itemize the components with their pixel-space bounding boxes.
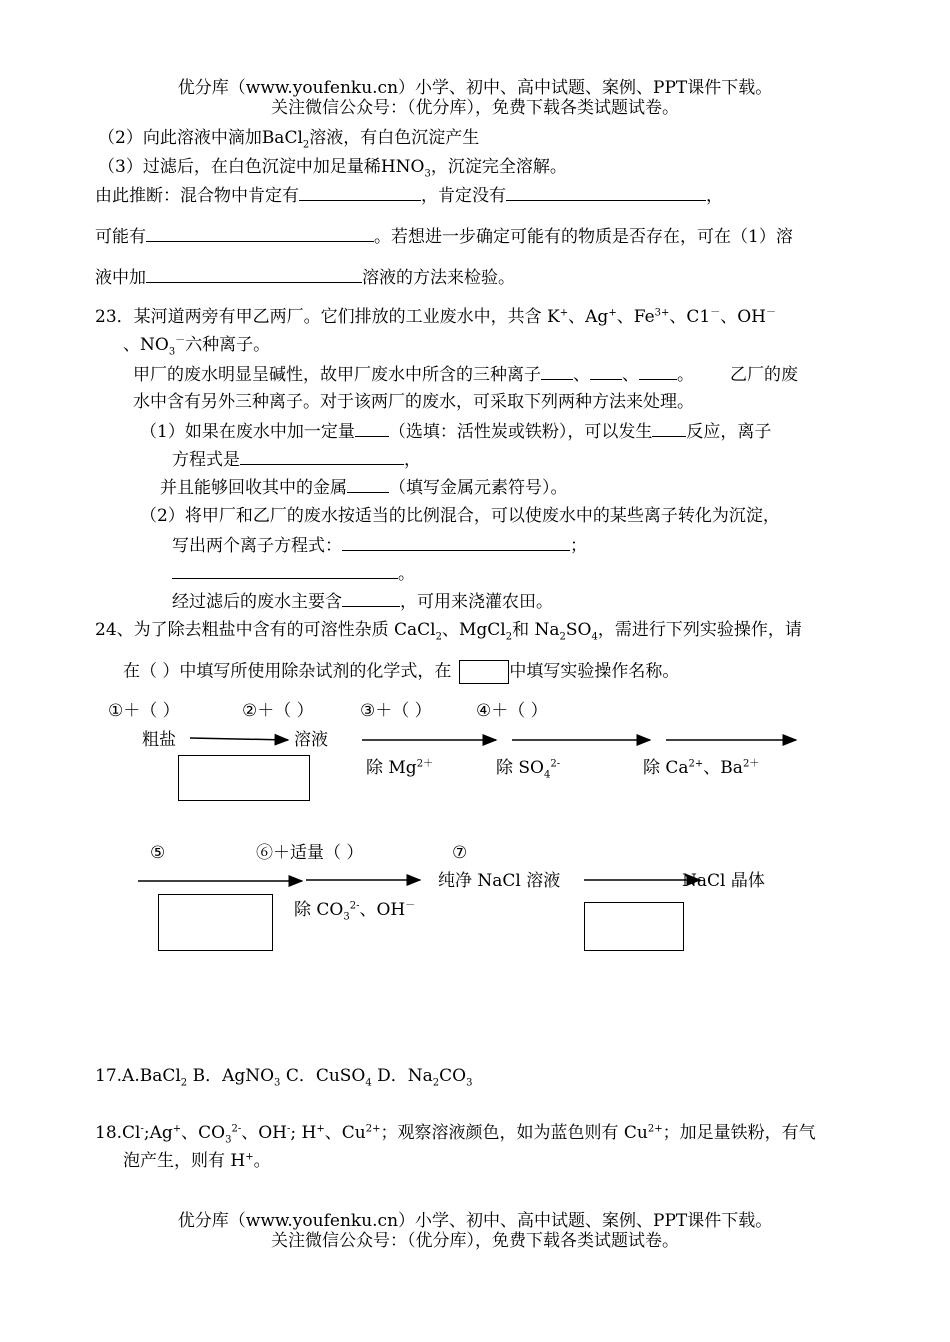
q22-inference: 由此推断：混合物中肯定有 ，肯定没有 ，: [95, 186, 723, 206]
remove-ca-ba-label: 除 $Ca^{2+}$、$Ba^{2+}$: [643, 758, 760, 778]
footer-line-2: 关注微信公众号：（优分库），免费下载各类试题试卷。: [271, 1231, 679, 1251]
answer-18-line-2: 泡产生，则有 H+。: [123, 1151, 271, 1171]
step-2-label: ②＋（ ）: [242, 701, 314, 721]
q23-line-4: 水中含有另外三种离子。对于该两厂的废水，可采取下列两种方法来处理。: [133, 392, 694, 412]
q23-line-3: 甲厂的废水明显呈碱性，故甲厂废水中所含的三种离子 、 、 。 乙厂的废: [133, 365, 798, 385]
q22-test-method: 液中加 溶液的方法来检验。: [95, 268, 515, 288]
step-5-label: ⑤: [150, 843, 166, 863]
q23-part2-equation-2: 。: [172, 562, 415, 585]
footer-line-1: 优分库（www.youfenku.cn）小学、初中、高中试题、案例、PPT课件下载。: [177, 1211, 773, 1231]
header-line-1: 优分库（www.youfenku.cn）小学、初中、高中试题、案例、PPT课件下载。: [177, 78, 773, 98]
remove-so4-label: 除 $SO_4^{2-}$: [496, 758, 561, 781]
pure-nacl-solution-label: 纯净 NaCl 溶液: [438, 871, 561, 891]
step-7-label: ⑦: [452, 843, 468, 863]
q22-step2: （2）向此溶液中滴加BaCl$_2$溶液，有白色沉淀产生: [98, 128, 480, 151]
q23-part1-metal: 并且能够回收其中的金属 （填写金属元素符号）。: [160, 478, 568, 498]
remove-co3-oh-label: 除 $CO_3^{2-}$、OH－: [294, 900, 416, 923]
q24-line-1: 24、为了除去粗盐中含有的可溶性杂质 CaCl$_2$、MgCl$_2$和 $Na_2SO_4$，需进行下列实验操作，请: [95, 620, 802, 643]
q23-part2: （2）将甲厂和乙厂的废水按适当的比例混合，可以使废水中的某些离子转化为沉淀，: [140, 506, 780, 526]
q22-step3: （3）过滤后，在白色沉淀中加足量稀$HNO_3$，沉淀完全溶解。: [98, 157, 567, 180]
q24-line-2: 在（ ）中填写所使用除杂试剂的化学式，在 中填写实验操作名称。: [123, 660, 679, 684]
header-line-2: 关注微信公众号：（优分库），免费下载各类试题试卷。: [271, 98, 679, 118]
step-1-label: ①＋（ ）: [108, 701, 180, 721]
q23-part1: （1）如果在废水中加一定量 （选填：活性炭或铁粉），可以发生 反应，离子: [140, 422, 772, 442]
q23-line-1: 23．某河道两旁有甲乙两厂。它们排放的工业废水中，共含 K+、Ag+、$Fe^{3+}$、C1－、OH－: [95, 307, 776, 327]
step-3-label: ③＋（ ）: [360, 701, 432, 721]
remove-mg-label: 除 $Mg^{2+}$: [366, 758, 434, 778]
solution-label: 溶液: [294, 730, 328, 750]
q23-part2-equation-1: 写出两个离子方程式： ；: [172, 536, 587, 556]
step-6-label: ⑥＋适量（ ）: [256, 843, 364, 863]
answer-18-line-1: 18.Cl-;Ag+、$CO_3^{2-}$、OH-; H+、$Cu^{2+}$；观察溶液颜色，如为蓝色则有 $Cu^{2+}$；加足量铁粉，有气: [95, 1123, 816, 1146]
q23-part2-irrigation: 经过滤后的废水主要含 ，可用来浇灌农田。: [172, 592, 553, 612]
answer-17: 17.A.BaCl$_2$ B．AgNO$_3$ C．CuSO$_4$ D．$Na_2CO_3$: [95, 1066, 473, 1089]
nacl-crystal-label: NaCl 晶体: [682, 871, 765, 891]
arrow-crude-to-solution: [190, 738, 288, 740]
q23-line-2: 、$NO_3^-$六种离子。: [123, 335, 271, 358]
step-4-label: ④＋（ ）: [476, 701, 548, 721]
crude-salt-label: 粗盐: [142, 730, 176, 750]
q22-possible: 可能有 。若想进一步确定可能有的物质是否存在，可在（1）溶: [95, 227, 793, 247]
q23-part1-equation: 方程式是 ，: [172, 450, 421, 470]
